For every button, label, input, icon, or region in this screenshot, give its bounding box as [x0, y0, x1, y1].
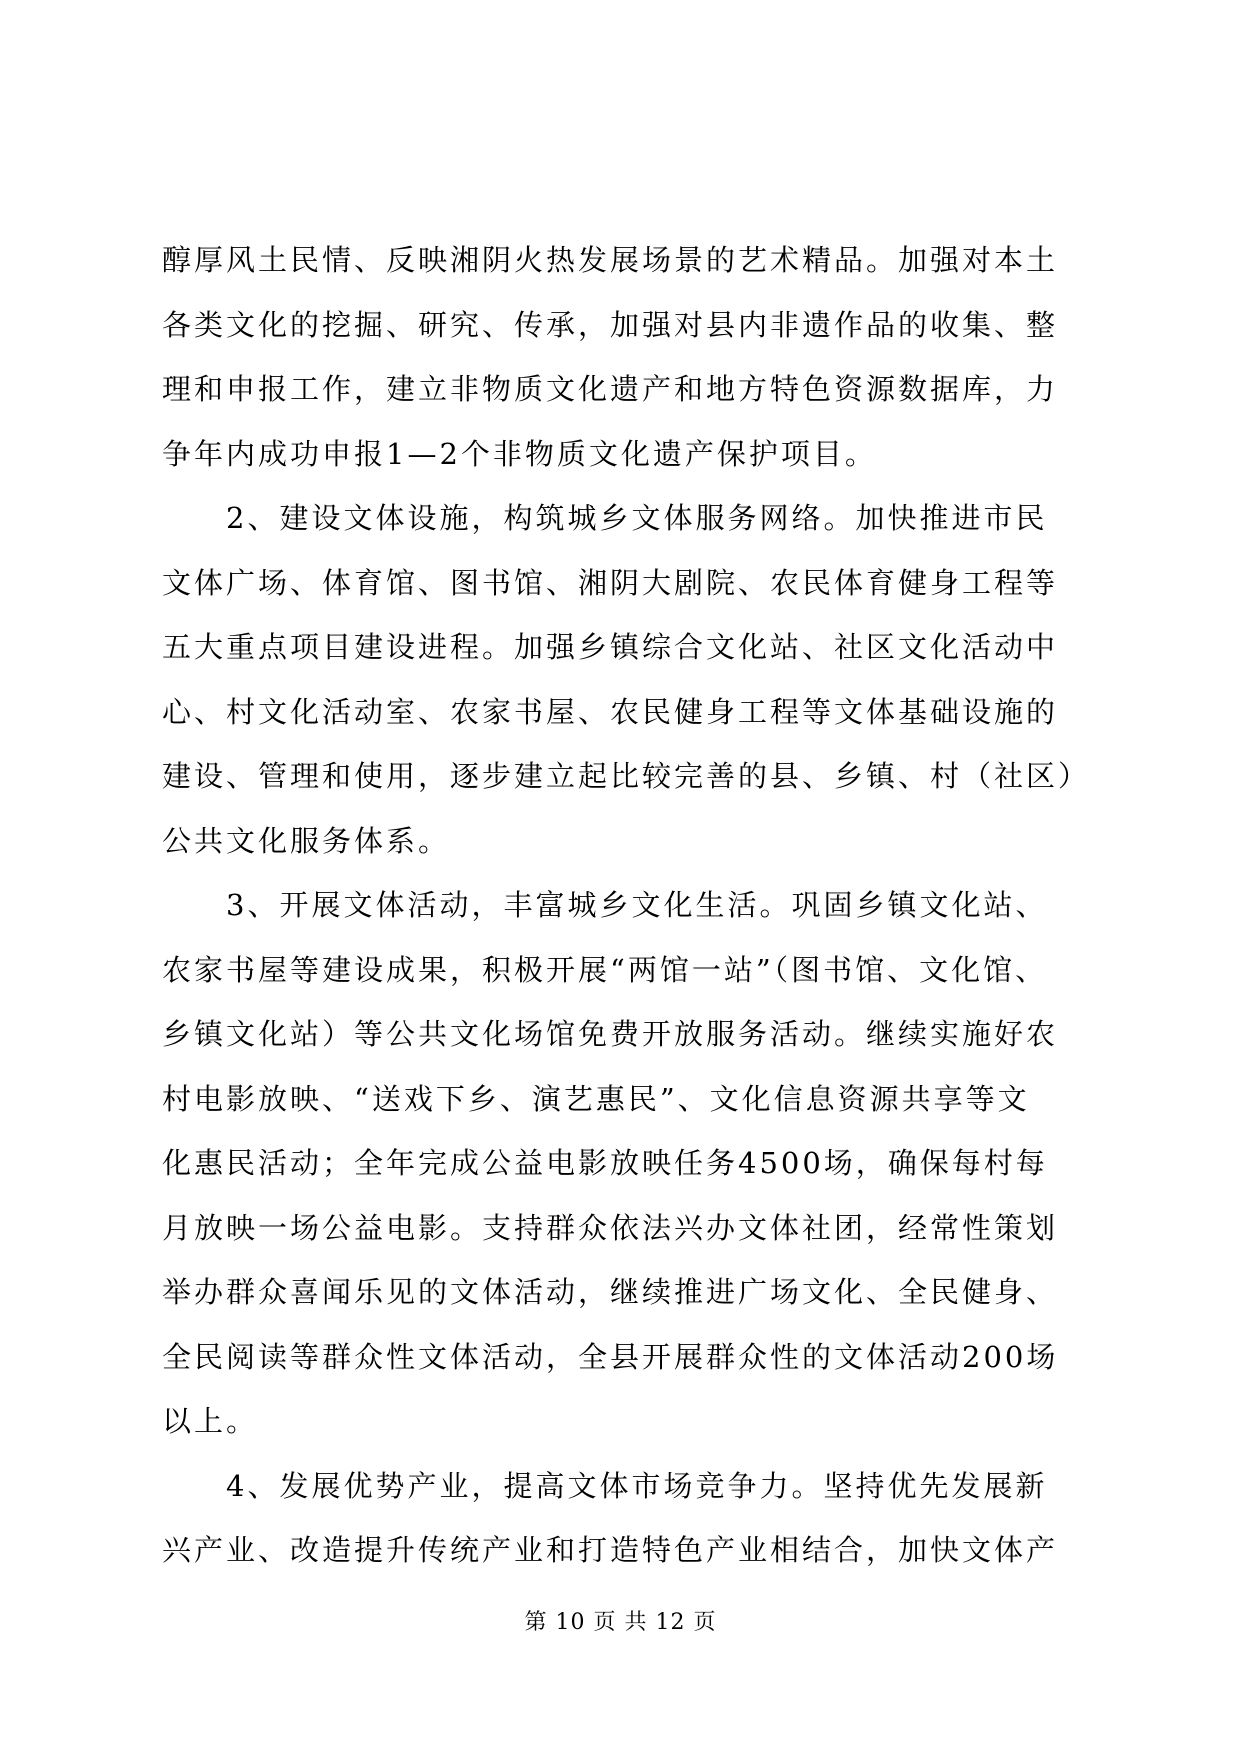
text-line: 五大重点项目建设进程。加强乡镇综合文化站、社区文化活动中 [162, 630, 1059, 664]
text-line: 文体广场、体育馆、图书馆、湘阴大剧院、农民体育健身工程等 [162, 565, 1059, 600]
text-line: 举办群众喜闻乐见的文体活动，继续推进广场文化、全民健身、 [162, 1275, 1059, 1309]
page-number-footer: 第 10 页 共 12 页 [524, 1610, 717, 1635]
text-line: 兴产业、改造提升传统产业和打造特色产业相结合，加快文体产 [162, 1533, 1059, 1567]
paragraph-start-line: 3、开展文体活动，丰富城乡文化生活。巩固乡镇文化站、 [162, 888, 1048, 922]
paragraph-start-line: 2、建设文体设施，构筑城乡文体服务网络。加快推进市民 [162, 501, 1048, 535]
text-line: 全民阅读等群众性文体活动，全县开展群众性的文体活动200场 [162, 1339, 1059, 1374]
text-line: 醇厚风土民情、反映湘阴火热发展场景的艺术精品。加强对本土 [162, 243, 1059, 277]
text-line: 化惠民活动；全年完成公益电影放映任务4500场，确保每村每 [162, 1146, 1048, 1180]
text-line: 乡镇文化站）等公共文化场馆免费开放服务活动。继续实施好农 [162, 1017, 1059, 1051]
text-line: 建设、管理和使用，逐步建立起比较完善的县、乡镇、村（社区） [162, 759, 1091, 793]
text-line: 心、村文化活动室、农家书屋、农民健身工程等文体基础设施的 [162, 694, 1059, 729]
text-line: 村电影放映、“送戏下乡、演艺惠民”、文化信息资源共享等文 [162, 1081, 1030, 1116]
text-line: 公共文化服务体系。 [162, 823, 451, 858]
text-line: 理和申报工作，建立非物质文化遗产和地方特色资源数据库，力 [162, 372, 1059, 406]
text-line: 争年内成功申报1—2个非物质文化遗产保护项目。 [162, 436, 877, 471]
paragraph-start-line: 4、发展优势产业，提高文体市场竞争力。坚持优先发展新 [162, 1468, 1048, 1503]
text-line: 农家书屋等建设成果，积极开展“两馆一站”（图书馆、文化馆、 [162, 952, 1048, 987]
text-line: 以上。 [162, 1404, 259, 1438]
text-line: 各类文化的挖掘、研究、传承，加强对县内非遗作品的收集、整 [162, 307, 1059, 342]
text-line: 月放映一场公益电影。支持群众依法兴办文体社团，经常性策划 [162, 1210, 1059, 1245]
document-body [162, 228, 1091, 1583]
